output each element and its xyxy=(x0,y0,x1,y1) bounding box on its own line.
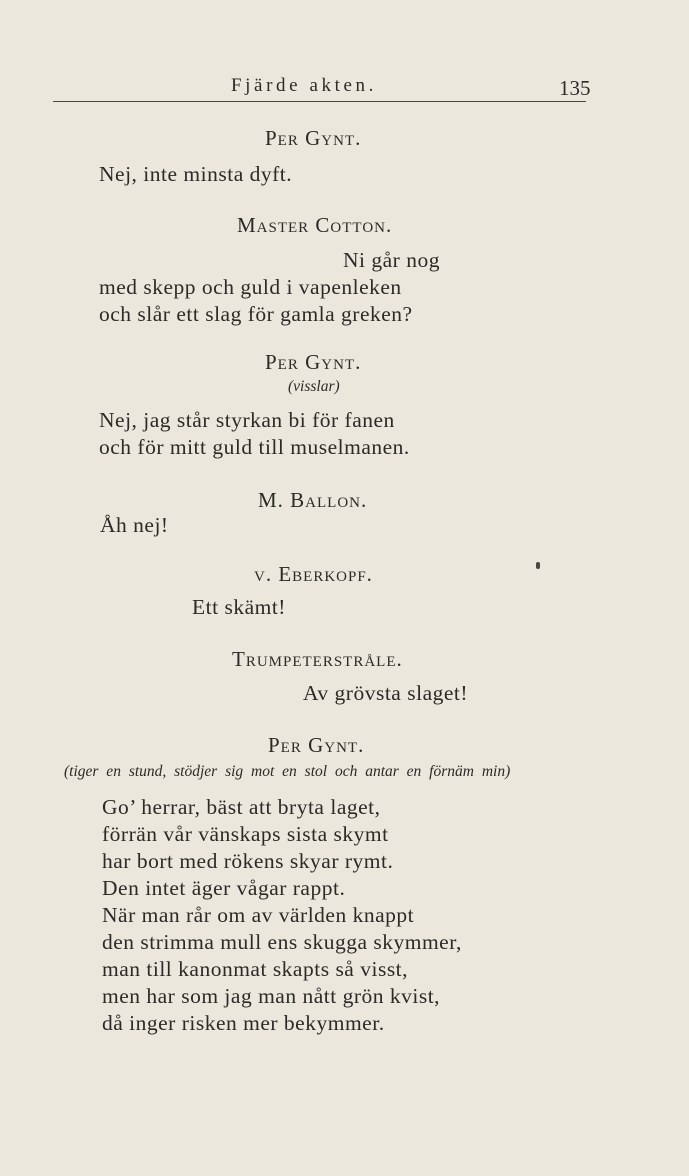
verse-line: och slår ett slag för gamla greken? xyxy=(99,302,413,326)
speaker-name: Per Gynt. xyxy=(265,350,362,374)
speaker-name: Per Gynt. xyxy=(265,126,362,150)
verse-line: Av grövsta slaget! xyxy=(303,681,469,705)
verse-line: Nej, inte minsta dyft. xyxy=(99,162,293,186)
stage-direction: (visslar) xyxy=(288,378,340,395)
verse-line: men har som jag man nått grön kvist, xyxy=(102,984,441,1008)
speaker-name: Trumpeterstråle. xyxy=(232,647,403,671)
verse-line: Åh nej! xyxy=(100,513,169,537)
page-number: 135 xyxy=(559,76,591,100)
verse-line: och för mitt guld till muselmanen. xyxy=(99,435,410,459)
verse-line: den strimma mull ens skugga skymmer, xyxy=(102,930,462,954)
verse-line: då inger risken mer bekymmer. xyxy=(102,1011,385,1035)
verse-line: Nej, jag står styrkan bi för fanen xyxy=(99,408,395,432)
verse-line: med skepp och guld i vapenleken xyxy=(99,275,402,299)
stage-direction: (tiger en stund, stödjer sig mot en stol och antar en förnäm min) xyxy=(64,763,511,780)
verse-line: Go’ herrar, bäst att bryta laget, xyxy=(102,795,381,819)
ink-speck xyxy=(536,562,540,569)
verse-line: När man rår om av världen knappt xyxy=(102,903,415,927)
verse-line: Ett skämt! xyxy=(192,595,286,619)
speaker-name: v. Eberkopf. xyxy=(254,562,373,586)
speaker-name: M. Ballon. xyxy=(258,488,368,512)
verse-line: har bort med rökens skyar rymt. xyxy=(102,849,394,873)
verse-line: förrän vår vänskaps sista skymt xyxy=(102,822,389,846)
speaker-name: Master Cotton. xyxy=(237,213,393,237)
speaker-name: Per Gynt. xyxy=(268,733,365,757)
verse-line: man till kanonmat skapts så visst, xyxy=(102,957,409,981)
verse-line: Ni går nog xyxy=(343,248,440,272)
header-rule xyxy=(53,101,586,102)
verse-line: Den intet äger vågar rappt. xyxy=(102,876,346,900)
running-title: Fjärde akten. xyxy=(231,75,377,96)
